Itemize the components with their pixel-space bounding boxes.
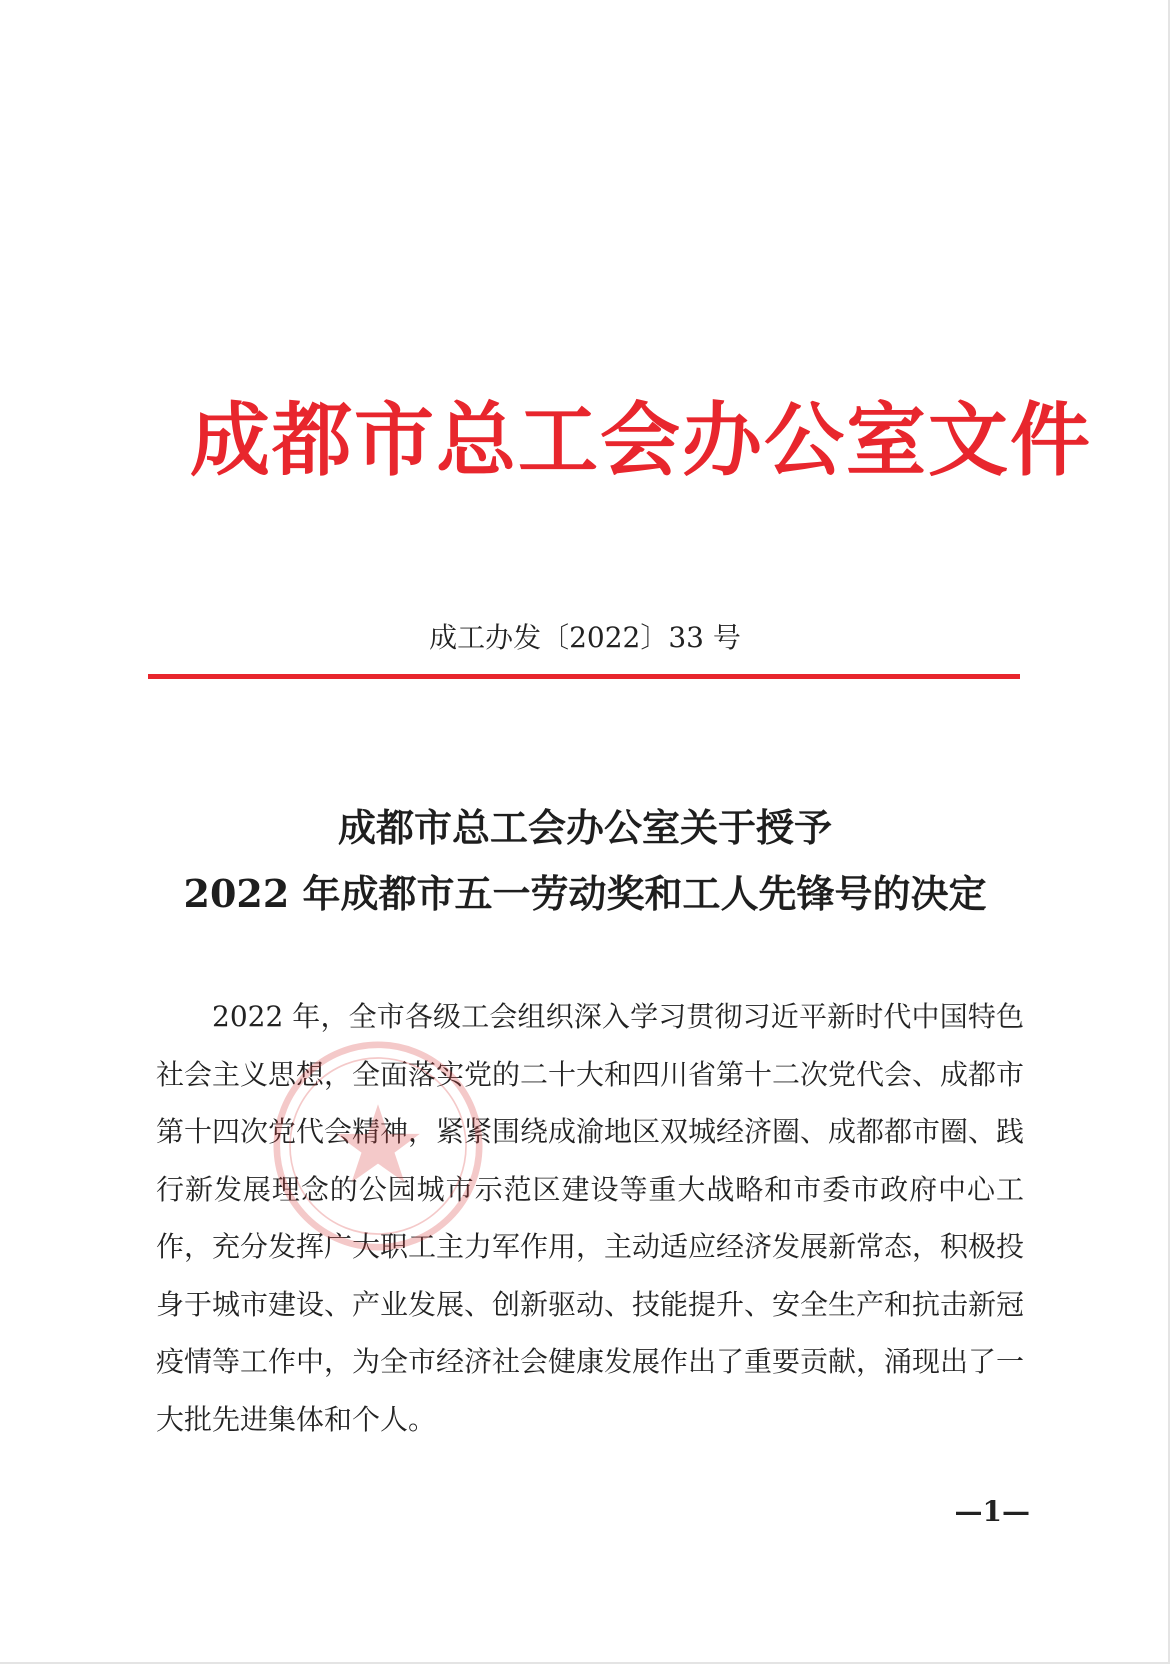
- red-divider-line: [148, 674, 1020, 679]
- document-header-title: 成都市总工会办公室文件: [190, 393, 1092, 487]
- document-number: 成工办发〔2022〕33 号: [429, 621, 741, 654]
- document-title-line-1: 成都市总工会办公室关于授予: [337, 805, 832, 850]
- document-title: [150, 795, 1020, 927]
- page-number: —1—: [954, 1495, 1030, 1528]
- body-paragraph: 2022 年，全市各级工会组织深入学习贯彻习近平新时代中国特色社会主义思想，全面落实党的二十大和四川省第十二次党代会、成都市第十四次党代会精神，紧紧围绕成渝地区双城经济圈、成都都市圈、践行新发展理念的公园城市示范区建设等重大战略和市委市政府中心工作，充分发挥广大职工主力军作用，主动适应经济发展新常态，积极投身于城市建设、产业发展、创新驱动、技能提升、安全生产和抗击新冠疫情等工作中，为全市经济社会健康发展作出了重要贡献，涌现出了一大批先进集体和个人。: [156, 1000, 1025, 1436]
- document-title-line-2: 2022 年成都市五一劳动奖和工人先锋号的决定: [183, 871, 987, 916]
